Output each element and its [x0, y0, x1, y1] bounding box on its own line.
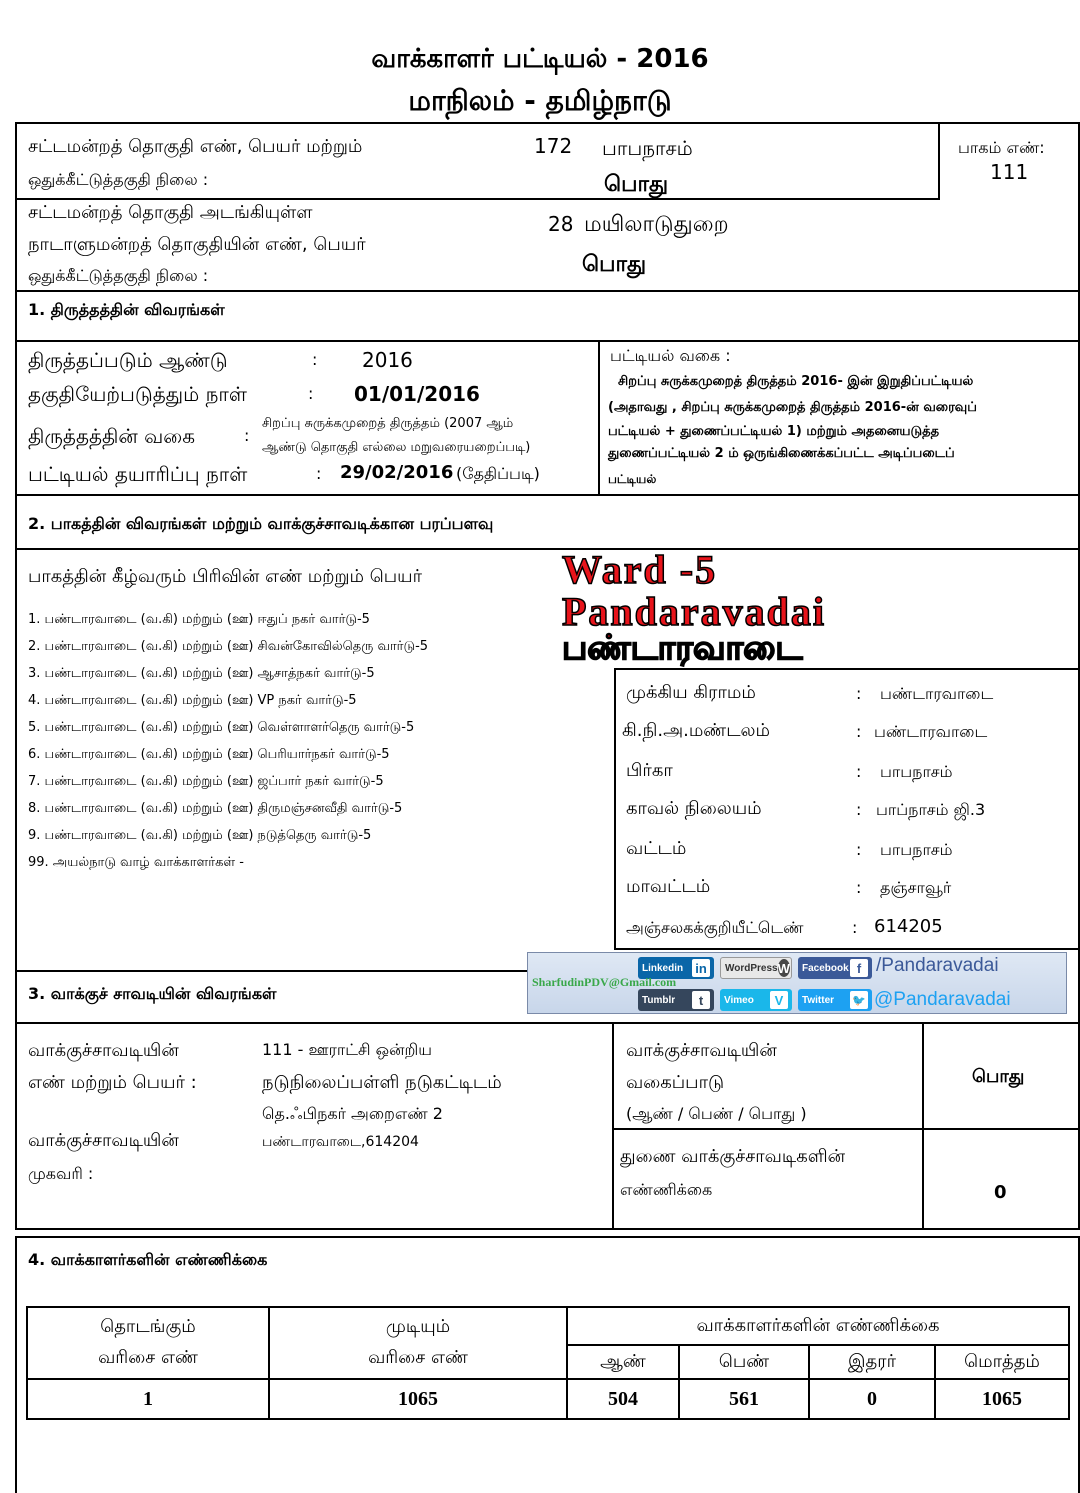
colon: : — [244, 426, 250, 445]
colon: : — [856, 722, 862, 741]
detail-label: காவல் நிலையம் — [626, 798, 762, 819]
detail-value: தஞ்சாவூர் — [880, 878, 952, 897]
ps-label-line2: எண் மற்றும் பெயர் : — [28, 1072, 197, 1093]
list-item: 9. பண்டாரவாடை (வ.கி) மற்றும் (ஊ) நடுத்தெரு வார்டு-5 — [28, 828, 372, 843]
part-label: பாகம் எண்: — [958, 138, 1045, 157]
ac-label-line2: ஒதுக்கீட்டுத்தகுதி நிலை : — [28, 170, 209, 189]
qualifying-date-value: 01/01/2016 — [354, 382, 480, 406]
list-item: 3. பண்டாரவாடை (வ.கி) மற்றும் (ஊ) ஆசாத்நகர் வார்டு-5 — [28, 666, 375, 681]
ps-value-line4: பண்டாரவாடை,614204 — [262, 1134, 419, 1150]
ps-label-line1: வாக்குச்சாவடியின் — [28, 1040, 179, 1061]
ac-reservation: பொது — [604, 172, 669, 197]
linkedin-icon: in — [692, 959, 710, 977]
aux-value: 0 — [994, 1182, 1007, 1203]
facebook-handle[interactable]: /Pandaravadai — [876, 955, 999, 976]
detail-value: பாபநாசம் — [880, 762, 953, 781]
part-number: 111 — [990, 160, 1029, 184]
colon: : — [308, 384, 314, 403]
ward-overlay-line1: Ward -5 — [562, 547, 718, 592]
detail-label: முக்கிய கிராமம் — [626, 682, 756, 703]
colon: : — [856, 800, 862, 819]
pc-number: 28 — [548, 212, 574, 236]
col-total-header: மொத்தம் — [935, 1345, 1069, 1379]
list-type-line3: பட்டியல் + துணைப்பட்டியல் 1) மற்றும் அதனையடுத்த — [608, 424, 940, 439]
col-start-header — [27, 1307, 269, 1379]
pc-label-line3: ஒதுக்கீட்டுத்தகுதி நிலை : — [28, 266, 209, 285]
list-item: 5. பண்டாரவாடை (வ.கி) மற்றும் (ஊ) வெள்ளாளர்தெரு வார்டு-5 — [28, 720, 415, 735]
state-title: மாநிலம் - தமிழ்நாடு — [408, 84, 672, 117]
revision-type-value-line2: ஆண்டு தொகுதி எல்லை மறுவரையறைப்படி) — [262, 440, 531, 455]
ward-overlay-line2: Pandaravadai — [562, 589, 827, 634]
section1-heading: 1. திருத்தத்தின் விவரங்கள் — [28, 300, 225, 319]
pc-label-line1: சட்டமன்றத் தொகுதி அடங்கியுள்ள — [28, 202, 313, 223]
revision-year-value: 2016 — [362, 348, 413, 372]
linkedin-label: Linkedin — [642, 962, 684, 974]
facebook-icon: f — [850, 959, 868, 977]
ward-overlay-line3: பண்டாரவாடை — [562, 628, 803, 668]
pc-name: மயிலாடுதுறை — [584, 212, 729, 237]
category-label-line2: வகைப்பாடு — [626, 1072, 725, 1093]
ps-value-line3: தெ.ஃபிநகர் அறைஎண் 2 — [262, 1104, 443, 1123]
detail-label: பிர்கா — [626, 760, 673, 781]
revision-type-value-line1: சிறப்பு சுருக்கமுறைத் திருத்தம் (2007 ஆம் — [262, 416, 514, 431]
tumblr-icon: t — [692, 991, 710, 1009]
section3-heading: 3. வாக்குச் சாவடியின் விவரங்கள் — [28, 984, 277, 1003]
list-type-line4: துணைப்பட்டியல் 2 ம் ஒருங்கிணைக்கப்பட்ட அடிப்படைப் — [608, 446, 955, 461]
list-item: 1. பண்டாரவாடை (வ.கி) மற்றும் (ஊ) ஈதுப் நகர் வார்டு-5 — [28, 612, 370, 627]
category-label-line1: வாக்குச்சாவடியின் — [626, 1040, 777, 1061]
col-end-line1: முடியும் — [385, 1316, 451, 1337]
wordpress-button[interactable] — [720, 957, 792, 979]
list-type-label: பட்டியல் வகை : — [610, 346, 731, 365]
address-label-line2: முகவரி : — [28, 1164, 94, 1183]
total-count-value: 1065 — [935, 1379, 1069, 1419]
start-serial-value: 1 — [27, 1379, 269, 1419]
col-start-line1: தொடங்கும் — [100, 1316, 196, 1337]
facebook-label: Facebook — [802, 962, 849, 974]
colon: : — [316, 464, 322, 483]
col-group-header: வாக்காளர்களின் எண்ணிக்கை — [567, 1307, 1069, 1345]
tumblr-label: Tumblr — [642, 994, 676, 1006]
other-count-value: 0 — [809, 1379, 935, 1419]
female-count-value: 561 — [679, 1379, 809, 1419]
qualifying-date-label: தகுதியேற்படுத்தும் நாள் — [28, 382, 247, 406]
col-end-header — [269, 1307, 567, 1379]
male-count-value: 504 — [567, 1379, 679, 1419]
sections-sub-heading: பாகத்தின் கீழ்வரும் பிரிவின் எண் மற்றும் பெயர் — [28, 566, 423, 587]
colon: : — [312, 350, 318, 369]
vimeo-icon: V — [770, 991, 788, 1009]
col-other-header: இதரர் — [809, 1345, 935, 1379]
voter-count-table — [26, 1306, 1070, 1420]
ps-value-line1: 111 - ஊராட்சி ஒன்றிய — [262, 1040, 433, 1059]
twitter-icon: 🐦 — [850, 991, 868, 1009]
list-item: 6. பண்டாரவாடை (வ.கி) மற்றும் (ஊ) பெரியார்நகர் வார்டு-5 — [28, 747, 390, 762]
detail-label: அஞ்சலகக்குறியீட்டெண் — [626, 918, 804, 937]
revision-year-label: திருத்தப்படும் ஆண்டு — [28, 348, 228, 372]
detail-label: வட்டம் — [626, 838, 687, 859]
wordpress-icon: W — [777, 960, 790, 976]
document-title: வாக்காளர் பட்டியல் - 2016 — [371, 44, 709, 74]
vimeo-button[interactable] — [720, 989, 792, 1011]
detail-value: பாப்நாசம் ஜி.3 — [876, 800, 986, 819]
aux-label-line1: துணை வாக்குச்சாவடிகளின் — [620, 1146, 846, 1167]
list-type-line5: பட்டியல் — [608, 472, 657, 486]
vimeo-label: Vimeo — [724, 994, 754, 1006]
colon: : — [856, 684, 862, 703]
section4-heading: 4. வாக்காளர்களின் எண்ணிக்கை — [28, 1250, 268, 1269]
pc-reservation: பொது — [582, 252, 647, 277]
watermark-email: SharfudinPDV@Gmail.com — [532, 975, 677, 989]
ps-value-line2: நடுநிலைப்பள்ளி நடுகட்டிடம் — [262, 1072, 502, 1093]
category-value: பொது — [972, 1066, 1025, 1087]
detail-value: பண்டாரவாடை — [874, 722, 988, 741]
list-item: 2. பண்டாரவாடை (வ.கி) மற்றும் (ஊ) சிவன்கோவில்தெரு வார்டு-5 — [28, 639, 429, 654]
colon: : — [856, 840, 862, 859]
colon: : — [856, 878, 862, 897]
detail-value: 614205 — [874, 916, 943, 937]
revision-type-label: திருத்தத்தின் வகை — [28, 424, 196, 448]
col-end-line2: வரிசை எண் — [368, 1347, 468, 1368]
pc-label-line2: நாடாளுமன்றத் தொகுதியின் எண், பெயர் — [28, 234, 366, 255]
list-item: 7. பண்டாரவாடை (வ.கி) மற்றும் (ஊ) ஜப்பார் நகர் வார்டு-5 — [28, 774, 384, 789]
colon: : — [852, 918, 858, 937]
end-serial-value: 1065 — [269, 1379, 567, 1419]
list-type-line1: சிறப்பு சுருக்கமுறைத் திருத்தம் 2016- இன் இறுதிப்பட்டியல் — [618, 374, 974, 389]
list-item: 99. அயல்நாடு வாழ் வாக்காளர்கள் - — [28, 855, 244, 870]
aux-label-line2: எண்ணிக்கை — [620, 1180, 713, 1199]
social-banner — [527, 952, 1067, 1014]
tumblr-button[interactable] — [638, 989, 714, 1011]
list-prep-date-note: (தேதிப்படி) — [456, 464, 540, 483]
category-label-line3: (ஆண் / பெண் / பொது ) — [626, 1104, 807, 1123]
address-label-line1: வாக்குச்சாவடியின் — [28, 1130, 179, 1151]
wordpress-label: WordPress — [725, 962, 778, 974]
col-female-header: பெண் — [679, 1345, 809, 1379]
twitter-button[interactable] — [798, 989, 872, 1011]
list-type-line2: (அதாவது , சிறப்பு சுருக்கமுறைத் திருத்தம் 2016-ன் வரைவுப் — [608, 400, 977, 415]
list-prep-date-label: பட்டியல் தயாரிப்பு நாள் — [28, 462, 248, 486]
twitter-label: Twitter — [802, 994, 835, 1006]
section2-heading: 2. பாகத்தின் விவரங்கள் மற்றும் வாக்குச்சாவடிக்கான பரப்பளவு — [28, 514, 494, 533]
detail-value: பாபநாசம் — [880, 840, 953, 859]
facebook-button[interactable] — [798, 957, 872, 979]
list-prep-date-value: 29/02/2016 — [340, 462, 454, 483]
detail-value: பண்டாரவாடை — [880, 684, 994, 703]
twitter-handle[interactable]: @Pandaravadai — [874, 989, 1011, 1010]
ac-number: 172 — [534, 134, 573, 158]
colon: : — [856, 762, 862, 781]
detail-label: கி.நி.அ.மண்டலம் — [622, 720, 770, 741]
col-start-line2: வரிசை எண் — [98, 1347, 198, 1368]
ac-label-line1: சட்டமன்றத் தொகுதி எண், பெயர் மற்றும் — [28, 136, 363, 157]
detail-label: மாவட்டம் — [626, 876, 711, 897]
col-male-header: ஆண் — [567, 1345, 679, 1379]
ac-name: பாபநாசம் — [602, 136, 693, 160]
list-item: 4. பண்டாரவாடை (வ.கி) மற்றும் (ஊ) VP நகர் வார்டு-5 — [28, 693, 357, 708]
list-item: 8. பண்டாரவாடை (வ.கி) மற்றும் (ஊ) திருமஞ்சனவீதி வார்டு-5 — [28, 801, 403, 816]
